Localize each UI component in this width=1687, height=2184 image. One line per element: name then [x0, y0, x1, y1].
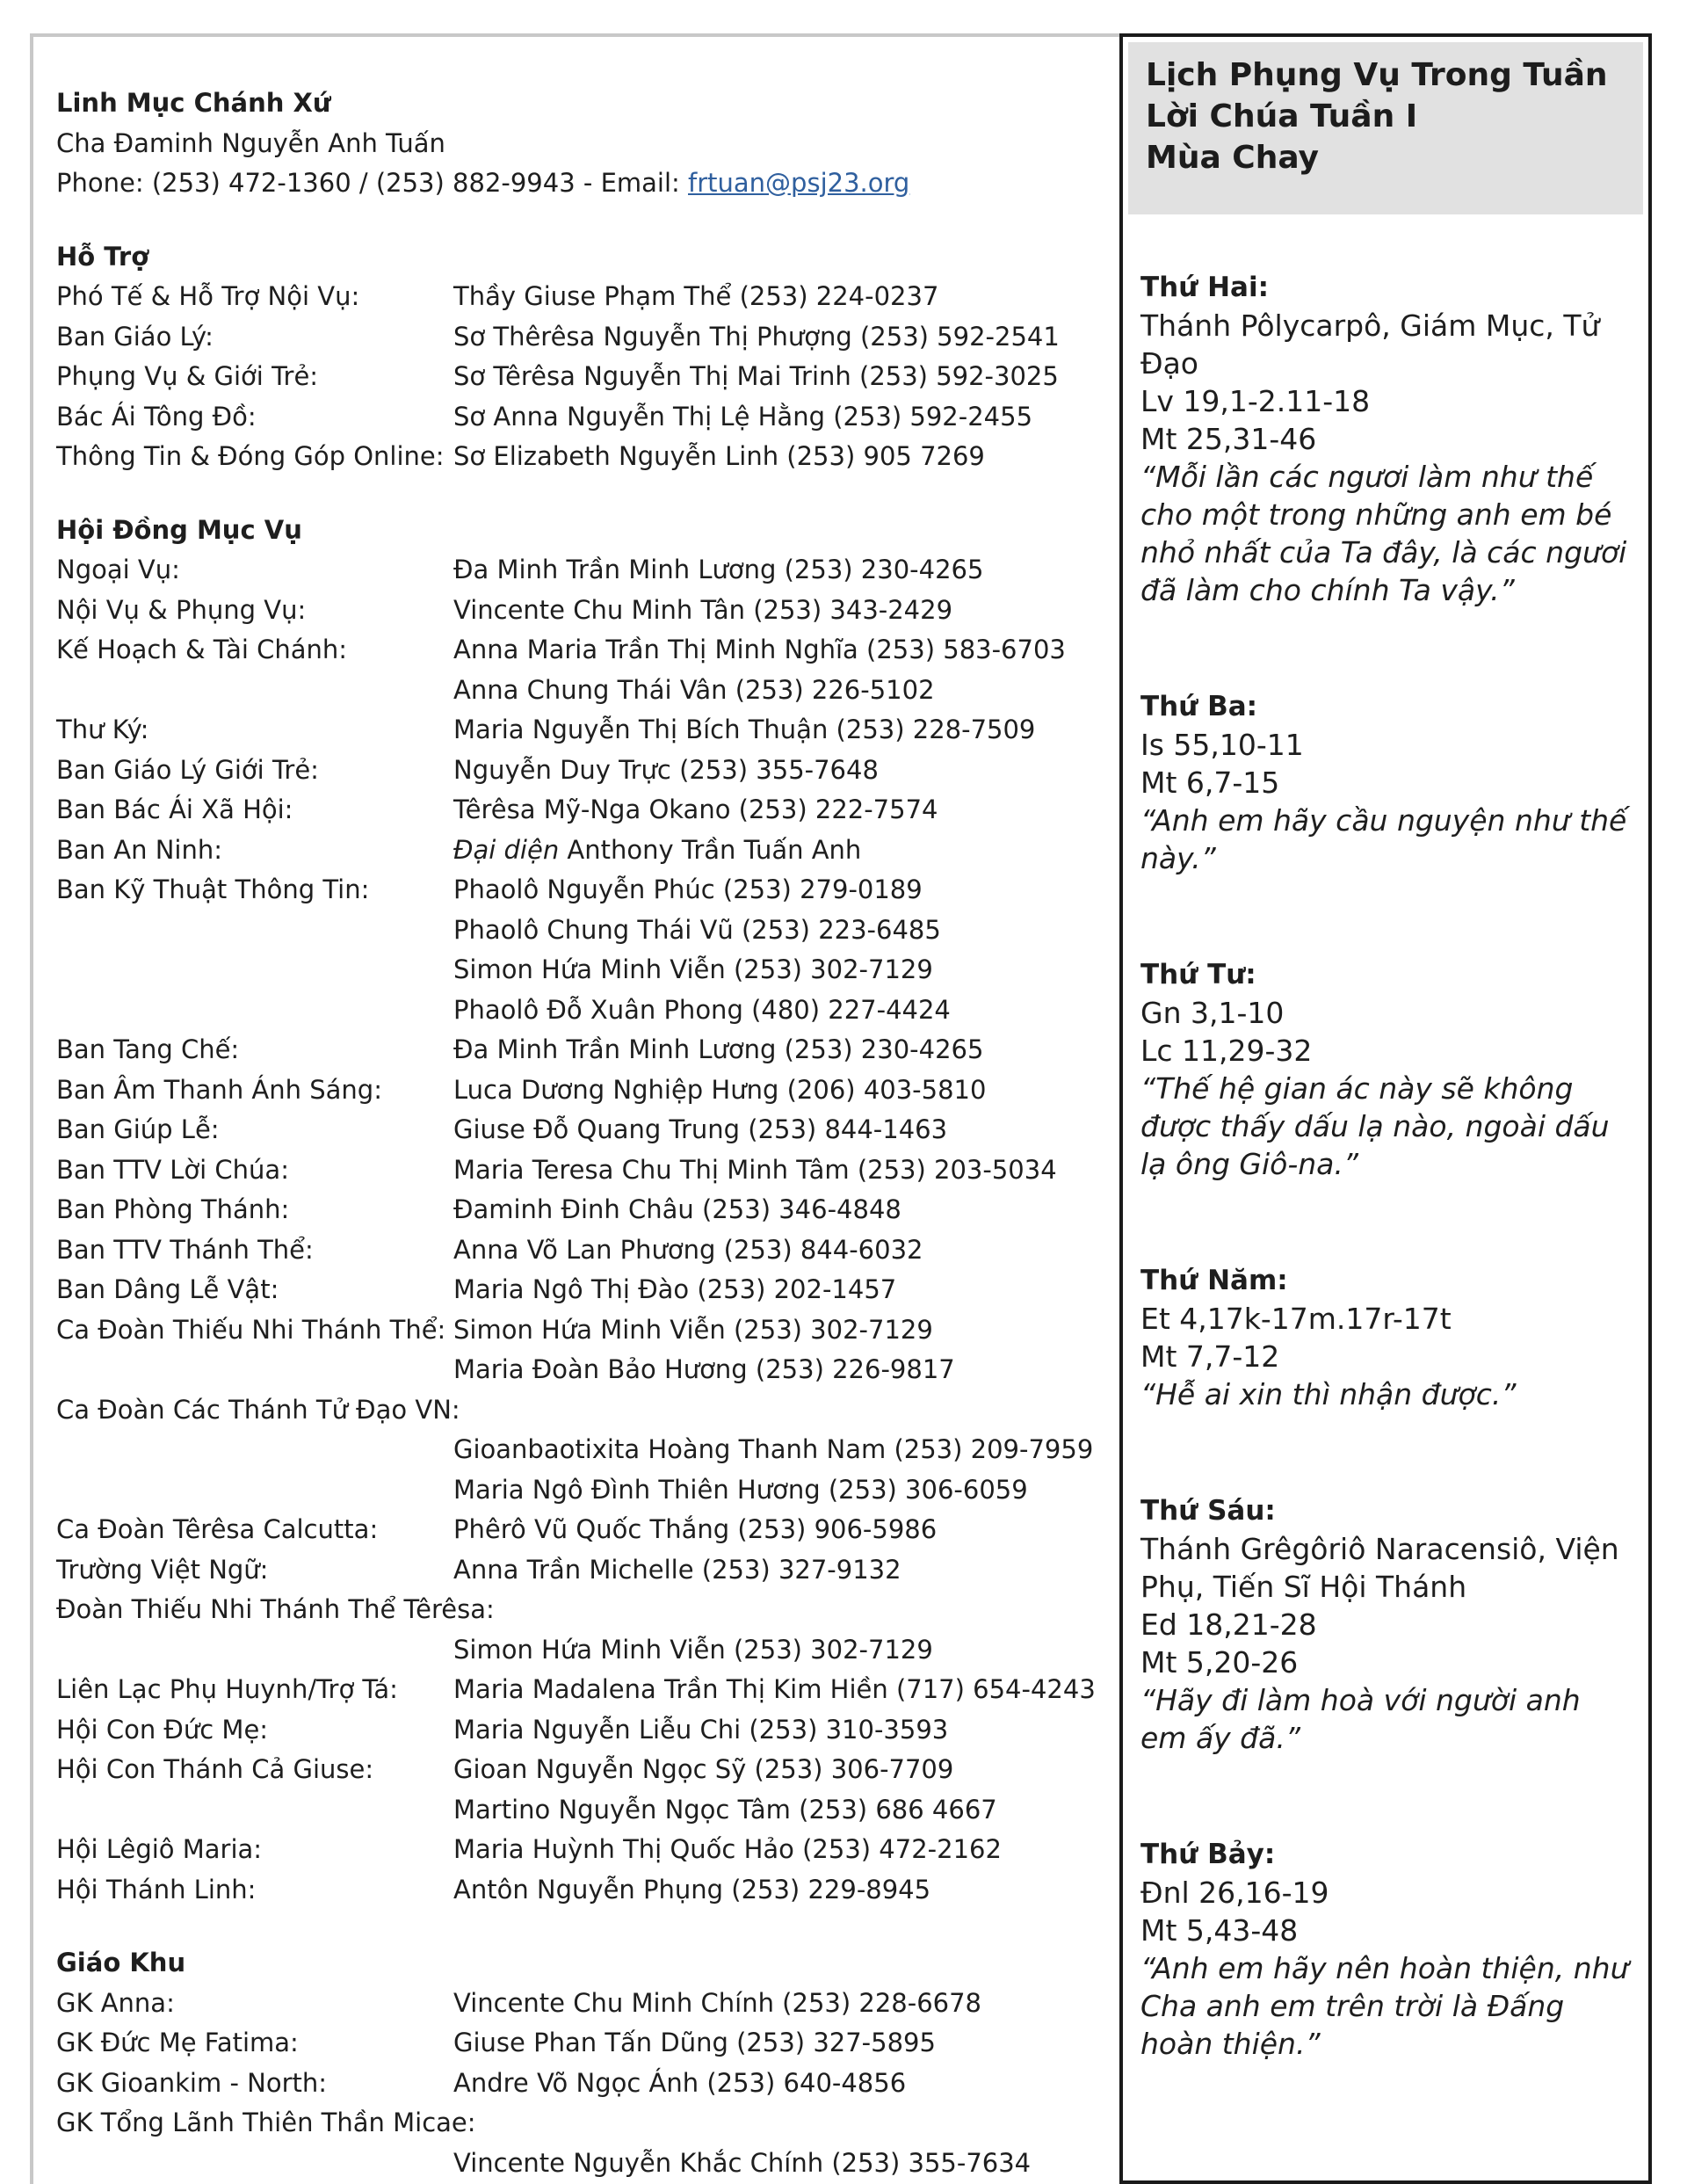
member-contact: [453, 1795, 997, 1825]
role-label: GK Đức Mẹ Fatima:: [56, 2028, 299, 2057]
directory-row: [56, 1110, 1093, 1150]
member-name: Phêrô Vũ Quốc Thắng (253) 906-5986: [453, 1514, 938, 1544]
member-name: Têrêsa Mỹ-Nga Okano (253) 222-7574: [453, 795, 938, 824]
liturgy-day: [1140, 1836, 1631, 2063]
member-contact: [453, 441, 985, 471]
member-name: Gioanbaotixita Hoàng Thanh Nam (253) 209-7959: [453, 1434, 1094, 1464]
member-contact: [453, 1434, 1093, 1464]
member-contact: [453, 1315, 933, 1345]
role-label: Thư Ký:: [56, 715, 149, 744]
liturgy-day: [1140, 1262, 1631, 1413]
member-name: Giuse Đỗ Quang Trung (253) 844-1463: [453, 1114, 948, 1144]
day-quote: “Thế hệ gian ác này sẽ không được thấy dấu lạ nào, ngoài dấu lạ ông Giô-na.”: [1140, 1071, 1610, 1181]
member-contact: [453, 1235, 923, 1265]
reading-line: Is 55,10-11: [1140, 728, 1304, 762]
support-list: [56, 277, 1093, 477]
directory-row: [56, 1870, 1093, 1911]
member-name: Vincente Chu Minh Tân (253) 343-2429: [453, 594, 953, 625]
role-label: Ngoại Vụ:: [56, 555, 180, 584]
day-name: Thứ Tư:: [1140, 959, 1256, 990]
member-name: Maria Madalena Trần Thị Kim Hiền (717) 654-4243: [453, 1674, 1096, 1704]
member-contact: [453, 361, 1059, 391]
role-label: Kế Hoạch & Tài Chánh:: [56, 635, 348, 664]
role-label: Ban Tang Chế:: [56, 1034, 240, 1064]
reading-line: Lv 19,1-2.11-18: [1140, 384, 1371, 418]
member-contact: [453, 1155, 1057, 1185]
day-quote: “Hãy đi làm hoà với người anh em ấy đã.”: [1140, 1683, 1581, 1755]
day-name: Thứ Hai:: [1140, 272, 1269, 303]
member-contact: [453, 954, 933, 984]
directory-row: [56, 2103, 1093, 2144]
role-label: Ban Kỹ Thuật Thông Tin:: [56, 874, 370, 904]
member-name: Simon Hứa Minh Viễn (253) 302-7129: [453, 1314, 933, 1345]
member-name: Antôn Nguyễn Phụng (253) 229-8945: [453, 1874, 931, 1905]
liturgy-day: [1140, 1492, 1631, 1757]
member-contact: [453, 1988, 981, 2018]
member-name: Vincente Chu Minh Chính (253) 228-6678: [453, 1987, 981, 2018]
member-contact: [453, 1354, 955, 1384]
member-name: Anna Chung Thái Vân (253) 226-5102: [453, 674, 935, 705]
directory-row: [56, 1030, 1093, 1070]
directory-row: [56, 911, 1093, 951]
role-label: Ban Dâng Lễ Vật:: [56, 1274, 279, 1304]
directory-row: [56, 671, 1093, 711]
member-name: Maria Nguyễn Thị Bích Thuận (253) 228-7509: [453, 715, 1036, 744]
role-label: GK Tổng Lãnh Thiên Thần Micae:: [56, 2108, 476, 2137]
member-name: Sơ Elizabeth Nguyễn Linh (253) 905 7269: [453, 441, 985, 471]
directory-row: [56, 1590, 1093, 1630]
directory-row: [56, 1550, 1093, 1591]
reading-line: Mt 5,20-26: [1140, 1645, 1299, 1680]
directory-row: [56, 2023, 1093, 2064]
member-note: Đại diện: [453, 834, 560, 865]
member-name: Phaolô Nguyễn Phúc (253) 279-0189: [453, 874, 923, 904]
member-contact: [453, 1514, 937, 1544]
directory-row: [56, 710, 1093, 751]
role-label: Hội Thánh Linh:: [56, 1874, 257, 1905]
directory-row: [56, 1670, 1096, 1710]
role-label: Ban Giáo Lý:: [56, 321, 214, 352]
reading-line: Thánh Pôlycarpô, Giám Mục, Tử Đạo: [1140, 308, 1600, 381]
reading-line: Mt 7,7-12: [1140, 1339, 1280, 1374]
role-label: Phó Tế & Hỗ Trợ Nội Vụ:: [56, 281, 360, 311]
directory-row: [56, 1230, 1093, 1271]
member-contact: [453, 1754, 953, 1784]
member-name: Luca Dương Nghiệp Hưng (206) 403-5810: [453, 1074, 987, 1105]
day-quote: “Mỗi lần các ngươi làm như thế cho một trong những anh em bé nhỏ nhất của Ta đây, là các ngươi đã làm cho chính Ta vậy.”: [1140, 460, 1627, 607]
liturgy-sidebar: [1119, 33, 1652, 2184]
role-label: Ban TTV Thánh Thể:: [56, 1234, 314, 1265]
role-label: Ca Đoàn Têrêsa Calcutta:: [56, 1514, 379, 1544]
day-name: Thứ Ba:: [1140, 691, 1258, 722]
member-name: Maria Teresa Chu Thị Minh Tâm (253) 203-5034: [453, 1154, 1057, 1185]
directory-row: [56, 1070, 1093, 1111]
reading-line: Ed 18,21-28: [1140, 1607, 1317, 1642]
role-label: Ban Bác Ái Xã Hội:: [56, 795, 293, 824]
reading-line: Mt 5,43-48: [1140, 1913, 1299, 1948]
directory-row: [56, 1710, 1093, 1751]
member-name: Thầy Giuse Phạm Thể (253) 224-0237: [453, 281, 939, 311]
member-name: Đaminh Đinh Châu (253) 346-4848: [453, 1194, 901, 1224]
directory-row: [56, 1470, 1093, 1511]
member-contact: [453, 322, 1060, 352]
member-contact: [453, 635, 1066, 664]
directory-row: [56, 950, 1093, 990]
directory-row: [56, 1630, 1093, 1671]
member-contact: [453, 555, 983, 584]
day-name: Thứ Năm:: [1140, 1265, 1288, 1296]
pastor-heading: Linh Mục Chánh Xứ: [56, 88, 331, 118]
member-name: Maria Ngô Đình Thiên Hương (253) 306-6059: [453, 1474, 1028, 1505]
member-name: Anna Võ Lan Phương (253) 844-6032: [453, 1234, 923, 1265]
member-contact: [453, 795, 938, 824]
directory-row: [56, 751, 1093, 791]
role-label: Trường Việt Ngữ:: [56, 1554, 269, 1585]
directory-row: [56, 990, 1093, 1031]
role-label: Hội Con Đức Mẹ:: [56, 1714, 269, 1745]
member-name: Maria Ngô Thị Đào (253) 202-1457: [453, 1274, 897, 1304]
member-name: Anthony Trần Tuấn Anh: [559, 834, 862, 865]
member-name: Simon Hứa Minh Viễn (253) 302-7129: [453, 1634, 933, 1665]
pastor-name: Cha Đaminh Nguyễn Anh Tuấn: [56, 127, 445, 158]
role-label: Hội Con Thánh Cả Giuse:: [56, 1754, 374, 1784]
liturgy-days: [1123, 220, 1648, 2063]
role-label: Bác Ái Tông Đồ:: [56, 401, 257, 432]
reading-line: Lc 11,29-32: [1140, 1034, 1313, 1068]
directory-row: [56, 1150, 1093, 1191]
member-contact: [453, 995, 951, 1025]
member-name: Sơ Têrêsa Nguyễn Thị Mai Trinh (253) 592-3025: [453, 361, 1059, 391]
role-label: GK Anna:: [56, 1987, 175, 2018]
member-name: Martino Nguyễn Ngọc Tâm (253) 686 4667: [453, 1794, 997, 1825]
role-label: Ban Phòng Thánh:: [56, 1194, 290, 1224]
member-contact: [453, 1075, 986, 1105]
directory-row: [56, 2144, 1093, 2184]
reading-line: Đnl 26,16-19: [1140, 1876, 1329, 1910]
day-quote: “Hễ ai xin thì nhận được.”: [1140, 1377, 1517, 1411]
reading-line: Thánh Grêgôriô Naracensiô, Viện Phụ, Tiến Sĩ Hội Thánh: [1140, 1532, 1619, 1604]
role-label: Nội Vụ & Phụng Vụ:: [56, 594, 307, 625]
role-label: Ban TTV Lời Chúa:: [56, 1154, 289, 1185]
member-name: Đa Minh Trần Minh Lương (253) 230-4265: [453, 1034, 984, 1064]
directory-row: [56, 591, 1093, 631]
directory-row: [56, 831, 1093, 871]
member-contact: [453, 402, 1032, 432]
role-label: GK Gioankim - North:: [56, 2067, 328, 2098]
directory-row: [56, 1790, 1093, 1831]
directory-row: [56, 1270, 1093, 1310]
member-contact: [453, 715, 1035, 744]
member-name: Maria Đoàn Bảo Hương (253) 226-9817: [453, 1354, 955, 1384]
role-label: Hội Lêgiô Maria:: [56, 1834, 263, 1864]
member-name: Anna Trần Michelle (253) 327-9132: [453, 1554, 901, 1585]
member-contact: [453, 1635, 933, 1665]
directory-row: [56, 870, 1093, 911]
member-name: Đa Minh Trần Minh Lương (253) 230-4265: [453, 555, 984, 584]
directory-row: [56, 437, 1093, 477]
directory-row: [56, 1350, 1093, 1390]
member-contact: [453, 1875, 930, 1905]
reading-line: Mt 25,31-46: [1140, 422, 1317, 456]
liturgy-day: [1140, 688, 1631, 877]
day-quote: “Anh em hãy cầu nguyện như thế này.”: [1140, 803, 1627, 875]
pastor-contact: [56, 163, 1093, 204]
directory-row: [56, 790, 1093, 831]
day-name: Thứ Bảy:: [1140, 1839, 1276, 1870]
directory-row: [56, 1750, 1093, 1790]
liturgy-day: [1140, 956, 1631, 1183]
member-name: Sơ Thêrêsa Nguyễn Thị Phượng (253) 592-2541: [453, 321, 1060, 352]
day-quote: “Anh em hãy nên hoàn thiện, như Cha anh em trên trời là Đấng hoàn thiện.”: [1140, 1951, 1629, 2061]
directory-row: [56, 277, 1093, 317]
directory-row: [56, 1984, 1093, 2024]
member-name: Nguyễn Duy Trực (253) 355-7648: [453, 754, 879, 785]
member-contact: [453, 874, 923, 904]
directory-row: [56, 397, 1093, 438]
member-name: Maria Nguyễn Liễu Chi (253) 310-3593: [453, 1714, 949, 1745]
member-contact: [453, 1834, 1002, 1864]
liturgy-day: [1140, 269, 1631, 609]
member-name: Simon Hứa Minh Viễn (253) 302-7129: [453, 954, 933, 984]
liturgy-title: [1128, 42, 1643, 214]
directory-column: [56, 83, 1096, 2183]
member-contact: [453, 2148, 1031, 2178]
districts-heading: Giáo Khu: [56, 1948, 186, 1977]
member-contact: [453, 1555, 901, 1585]
role-label: Ban Giúp Lễ:: [56, 1114, 220, 1144]
directory-row: [56, 357, 1093, 397]
member-contact: [453, 2068, 906, 2098]
directory-row: [56, 630, 1093, 671]
member-contact: [453, 675, 935, 705]
member-name: Giuse Phan Tấn Dũng (253) 327-5895: [453, 2028, 936, 2057]
member-contact: [453, 1475, 1028, 1505]
role-label: Ca Đoàn Thiếu Nhi Thánh Thể:: [56, 1314, 446, 1345]
member-contact: [453, 835, 861, 865]
member-contact: [453, 1674, 1096, 1704]
directory-row: [56, 550, 1093, 591]
member-contact: [453, 1194, 901, 1224]
member-name: Sơ Anna Nguyễn Thị Lệ Hằng (253) 592-2455: [453, 401, 1033, 432]
member-contact: [453, 281, 938, 311]
member-name: Gioan Nguyễn Ngọc Sỹ (253) 306-7709: [453, 1754, 954, 1784]
directory-row: [56, 1390, 1093, 1431]
member-contact: [453, 1034, 983, 1064]
role-label: Phụng Vụ & Giới Trẻ:: [56, 361, 319, 391]
member-contact: [453, 595, 952, 625]
member-name: Maria Huỳnh Thị Quốc Hảo (253) 472-2162: [453, 1834, 1002, 1864]
directory-row: [56, 1510, 1093, 1550]
member-name: Phaolô Chung Thái Vũ (253) 223-6485: [453, 914, 941, 945]
liturgy-title-line: Lời Chúa Tuần I: [1146, 98, 1418, 134]
directory-row: [56, 1830, 1093, 1870]
day-name: Thứ Sáu:: [1140, 1495, 1276, 1527]
role-label: Ban An Ninh:: [56, 834, 222, 865]
directory-row: [56, 317, 1093, 358]
role-label: Ban Giáo Lý Giới Trẻ:: [56, 754, 319, 785]
member-name: Andre Võ Ngọc Ánh (253) 640-4856: [453, 2067, 907, 2098]
reading-line: Et 4,17k-17m.17r-17t: [1140, 1302, 1452, 1336]
member-contact: [453, 755, 879, 785]
liturgy-title-line: Mùa Chay: [1146, 140, 1319, 176]
reading-line: Mt 6,7-15: [1140, 765, 1280, 800]
directory-row: [56, 1310, 1093, 1351]
role-label: Ca Đoàn Các Thánh Tử Đạo VN:: [56, 1394, 460, 1425]
member-contact: [453, 915, 941, 945]
council-list: [56, 550, 1096, 1910]
role-label: Ban Âm Thanh Ánh Sáng:: [56, 1074, 382, 1105]
member-name: Anna Maria Trần Thị Minh Nghĩa (253) 583-6703: [453, 635, 1066, 664]
member-contact: [453, 2028, 936, 2057]
role-label: Đoàn Thiếu Nhi Thánh Thể Têrêsa:: [56, 1594, 495, 1624]
directory-row: [56, 2064, 1093, 2104]
reading-line: Gn 3,1-10: [1140, 996, 1285, 1030]
role-label: Liên Lạc Phụ Huynh/Trợ Tá:: [56, 1674, 398, 1704]
pastor-email-link[interactable]: frtuan@psj23.org: [688, 168, 910, 198]
council-heading: Hội Đồng Mục Vụ: [56, 514, 302, 545]
role-label: Thông Tin & Đóng Góp Online:: [56, 441, 445, 471]
member-contact: [453, 1715, 948, 1745]
member-contact: [453, 1114, 947, 1144]
member-contact: [453, 1274, 896, 1304]
liturgy-title-line: Lịch Phụng Vụ Trong Tuần: [1146, 57, 1608, 93]
member-name: Phaolô Đỗ Xuân Phong (480) 227-4424: [453, 994, 951, 1025]
directory-row: [56, 1190, 1093, 1230]
directory-row: [56, 1430, 1093, 1470]
support-heading: Hỗ Trợ: [56, 241, 149, 272]
districts-list: [56, 1984, 1093, 2184]
member-name: Vincente Nguyễn Khắc Chính (253) 355-7634: [453, 2147, 1032, 2178]
pastor-phones: Phone: (253) 472-1360 / (253) 882-9943 - Email:: [56, 168, 689, 198]
